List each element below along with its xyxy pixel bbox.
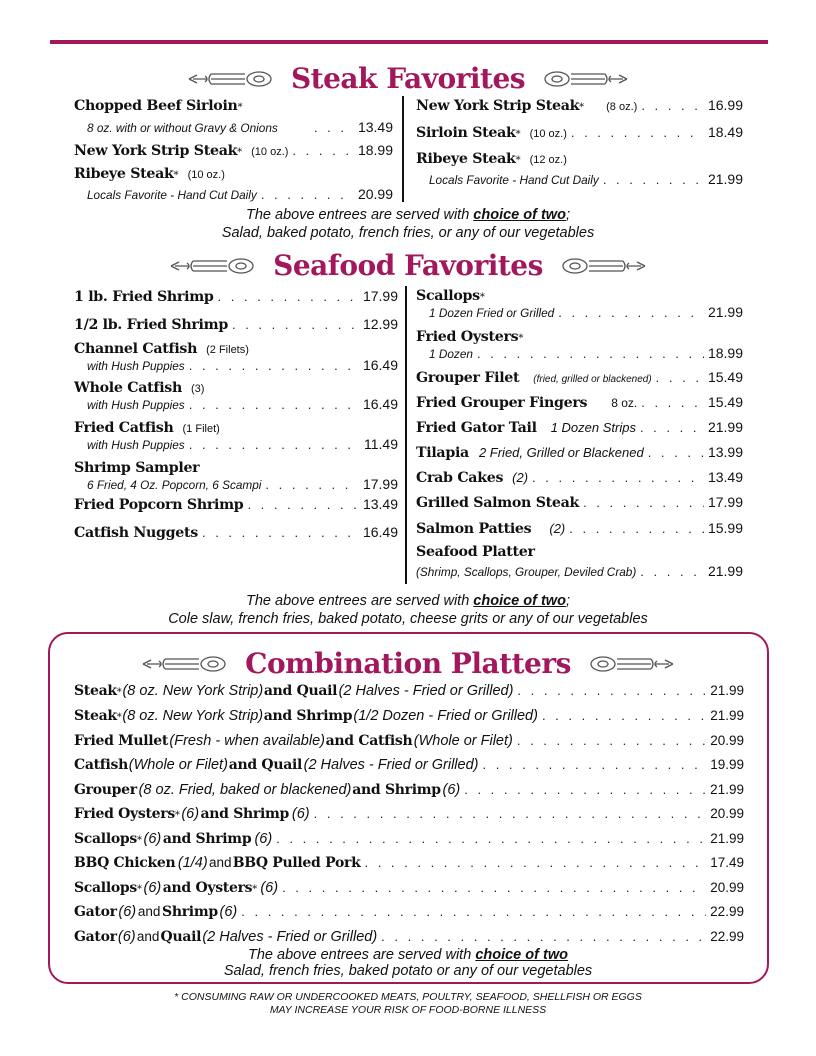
- seafood-right-column: [416, 288, 743, 580]
- combo-row: Catfish (Whole or Filet) and Quail (2 Halves - Fried or Grilled) . . . 19.99: [74, 757, 744, 773]
- menu-item: Channel Catfish (2 Filets) with Hush Puppies . . . 16.49: [74, 341, 398, 380]
- steak-right-column: [416, 97, 743, 188]
- combo-row: Scallops * (6) and Oysters * (6) . . . 20.99: [74, 880, 744, 896]
- health-warning: * CONSUMING RAW OR UNDERCOOKED MEATS, POULTRY, SEAFOOD, SHELLFISH OR EGGS MAY INCREASE YOUR RISK OF FOOD-BORNE ILLNESS: [174, 991, 642, 1016]
- ornament-left-icon: [141, 655, 227, 673]
- section-title: Seafood Favorites: [273, 249, 543, 282]
- section-title: Combination Platters: [245, 647, 571, 680]
- combo-row: Fried Oysters * (6) and Shrimp (6) . . . 20.99: [74, 806, 744, 822]
- menu-item: Fried Grouper Fingers 8 oz. . . . 15.49: [416, 394, 743, 419]
- menu-item: Catfish Nuggets . . . 16.49: [74, 524, 398, 541]
- menu-item: Ribeye Steak * (12 oz.) Locals Favorite - Hand Cut Daily . . . 21.99: [416, 151, 743, 188]
- ornament-right-icon: [543, 70, 629, 88]
- ornament-right-icon: [561, 257, 647, 275]
- combo-row: Gator (6) and Quail (2 Halves - Fried or Grilled) . . . 22.99: [74, 929, 744, 945]
- menu-item: Grilled Salmon Steak . . . 17.99: [416, 494, 743, 520]
- combo-section-header: [0, 647, 816, 680]
- menu-item: Sirloin Steak * (10 oz.) . . . 18.49: [416, 124, 743, 151]
- menu-item: Chopped Beef Sirloin * 8 oz. with or without Gravy & Onions . . . 13.49: [74, 98, 393, 142]
- ornament-right-icon: [589, 655, 675, 673]
- item-price: 13.49: [357, 119, 393, 136]
- combo-row: BBQ Chicken (1/4) and BBQ Pulled Pork . . . 17.49: [74, 855, 744, 871]
- menu-item: Seafood Platter (Shrimp, Scallops, Grouper, Deviled Crab) . . . 21.99: [416, 544, 743, 580]
- menu-item: 1 lb. Fried Shrimp . . . 17.99: [74, 288, 398, 316]
- menu-item: Shrimp Sampler 6 Fried, 4 Oz. Popcorn, 6 Scampi . . . 17.99: [74, 460, 398, 496]
- combo-serving-note: The above entrees are served with choice of two Salad, french fries, baked potato or any of our vegetables: [223, 947, 593, 979]
- section-title: Steak Favorites: [290, 62, 526, 95]
- menu-item: Fried Gator Tail 1 Dozen Strips . . . 21.99: [416, 419, 743, 444]
- menu-item: Fried Oysters * 1 Dozen . . . 18.99: [416, 329, 743, 369]
- menu-item: Whole Catfish (3) with Hush Puppies . . . 16.49: [74, 380, 398, 420]
- steak-left-column: [74, 98, 393, 203]
- combo-row: Grouper (8 oz. Fried, baked or blackened) and Shrimp (6) . . . 21.99: [74, 782, 744, 798]
- item-desc: 8 oz. with or without Gravy & Onions: [87, 121, 278, 136]
- menu-item: Fried Catfish (1 Filet) with Hush Puppies . . . 11.49: [74, 420, 398, 460]
- menu-item: Salmon Patties (2) . . . 15.99: [416, 520, 743, 544]
- item-name: Chopped Beef Sirloin: [74, 98, 238, 114]
- top-rule: [50, 40, 768, 44]
- ornament-left-icon: [187, 70, 273, 88]
- seafood-section-header: [0, 249, 816, 282]
- combo-row: Scallops * (6) and Shrimp (6) . . . 21.99: [74, 831, 744, 847]
- menu-item: Tilapia 2 Fried, Grilled or Blackened . . . 13.99: [416, 444, 743, 469]
- menu-item: Fried Popcorn Shrimp . . . 13.49: [74, 496, 398, 524]
- steak-serving-note: The above entrees are served with choice of two; Salad, baked potato, french fries, or any of our vegetables: [221, 207, 595, 241]
- combo-row: Steak * (8 oz. New York Strip) and Quail (2 Halves - Fried or Grilled) . . . 21.99: [74, 683, 744, 699]
- combo-row: Steak * (8 oz. New York Strip) and Shrimp (1/2 Dozen - Fried or Grilled) . . . 21.99: [74, 708, 744, 724]
- menu-item: Scallops * 1 Dozen Fried or Grilled . . . 21.99: [416, 288, 743, 329]
- steak-section-header: [0, 62, 816, 95]
- column-divider: [402, 96, 404, 202]
- column-divider: [405, 286, 407, 584]
- menu-item: Ribeye Steak * (10 oz.) Locals Favorite - Hand Cut Daily . . . 20.99: [74, 166, 393, 203]
- seafood-left-column: [74, 288, 398, 541]
- menu-item: Crab Cakes (2) . . . 13.49: [416, 469, 743, 494]
- combo-row: Fried Mullet (Fresh - when available) and Catfish (Whole or Filet) . . . 20.99: [74, 733, 744, 749]
- ornament-left-icon: [169, 257, 255, 275]
- menu-item: New York Strip Steak * (10 oz.) . . . 18.99: [74, 142, 393, 166]
- menu-item: New York Strip Steak * (8 oz.) . . . 16.99: [416, 97, 743, 124]
- seafood-serving-note: The above entrees are served with choice of two; Cole slaw, french fries, baked potato, cheese grits or any of our vegetables: [168, 593, 648, 627]
- menu-item: 1/2 lb. Fried Shrimp . . . 12.99: [74, 316, 398, 341]
- menu-item: Grouper Filet (fried, grilled or blackened) . . . 15.49: [416, 369, 743, 394]
- combo-row: Gator (6) and Shrimp (6) . . . 22.99: [74, 904, 744, 920]
